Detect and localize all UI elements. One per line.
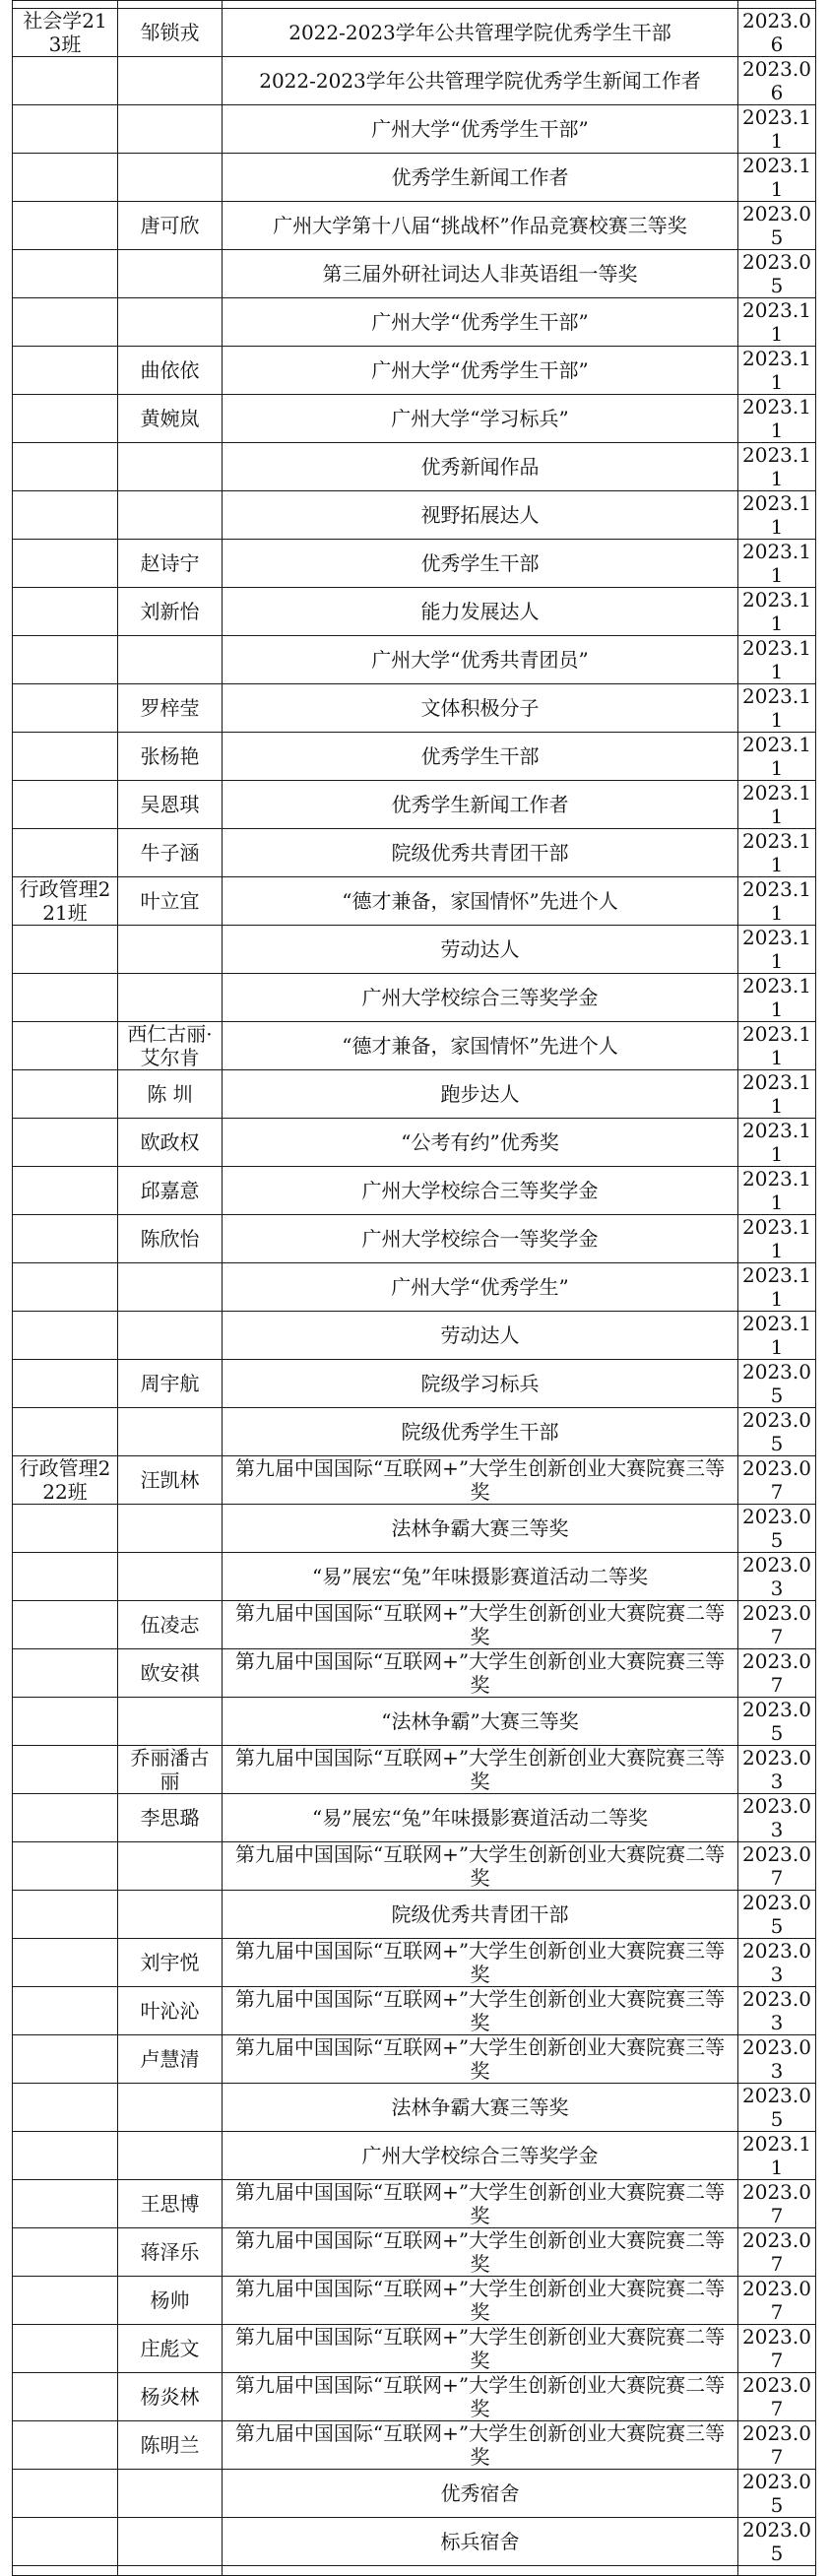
date-cell: 2023.11 — [738, 1070, 816, 1119]
class-cell — [13, 1553, 118, 1601]
table-row — [13, 1891, 816, 1939]
award-cell: 第九届中国国际“互联网+”大学生创新创业大赛院赛三等奖 — [223, 1746, 738, 1794]
award-cell: 广州大学“优秀学生干部” — [223, 347, 738, 395]
award-cell: 跑步达人 — [223, 1070, 738, 1119]
date-cell: 2023.11 — [738, 1215, 816, 1263]
class-cell — [13, 540, 118, 588]
class-cell — [13, 781, 118, 829]
name-cell — [118, 250, 223, 298]
table-row-cut-bottom — [13, 2566, 816, 2576]
date-cell: 2023.11 — [738, 1022, 816, 1070]
name-cell: 吴恩琪 — [118, 781, 223, 829]
date-cell: 2023.07 — [738, 1601, 816, 1649]
date-cell: 2023.07 — [738, 2180, 816, 2228]
table-row — [13, 1167, 816, 1215]
award-cell: 广州大学校综合三等奖学金 — [223, 2132, 738, 2180]
date-cell: 2023.11 — [738, 347, 816, 395]
class-cell — [13, 2373, 118, 2421]
award-cell: 第九届中国国际“互联网+”大学生创新创业大赛院赛二等奖 — [223, 2180, 738, 2228]
class-cell — [13, 926, 118, 974]
award-cell: 广州大学“优秀学生干部” — [223, 298, 738, 347]
award-cell: 第九届中国国际“互联网+”大学生创新创业大赛院赛三等奖 — [223, 1456, 738, 1505]
date-cell: 2023.05 — [738, 202, 816, 250]
name-cell: 乔丽潘古丽 — [118, 1746, 223, 1794]
name-cell: 陈欣怡 — [118, 1215, 223, 1263]
date-cell: 2023.11 — [738, 1167, 816, 1215]
award-cell: 第九届中国国际“互联网+”大学生创新创业大赛院赛三等奖 — [223, 1649, 738, 1698]
class-cell — [13, 1939, 118, 1987]
name-cell: 陈明兰 — [118, 2421, 223, 2470]
class-cell — [13, 1601, 118, 1649]
name-cell: 杨炎林 — [118, 2373, 223, 2421]
award-cell: 广州大学“学习标兵” — [223, 395, 738, 443]
class-cell — [13, 154, 118, 202]
table-row — [13, 2132, 816, 2180]
date-cell: 2023.11 — [738, 105, 816, 154]
table-row — [13, 1987, 816, 2035]
date-cell: 2023.05 — [738, 1891, 816, 1939]
name-cell — [118, 1408, 223, 1456]
date-cell: 2023.11 — [738, 1263, 816, 1312]
table-row — [13, 9, 816, 57]
class-cell — [13, 1070, 118, 1119]
award-cell: 第九届中国国际“互联网+”大学生创新创业大赛院赛二等奖 — [223, 1601, 738, 1649]
name-cell: 张杨艳 — [118, 733, 223, 781]
award-cell: 第九届中国国际“互联网+”大学生创新创业大赛院赛二等奖 — [223, 1842, 738, 1891]
class-cell — [13, 2518, 118, 2566]
class-cell — [13, 2084, 118, 2132]
date-cell: 2023.03 — [738, 1794, 816, 1842]
class-cell — [13, 1746, 118, 1794]
date-cell: 2023.07 — [738, 1456, 816, 1505]
table-row — [13, 1070, 816, 1119]
award-cell: 广州大学“优秀学生” — [223, 1263, 738, 1312]
class-cell — [13, 298, 118, 347]
award-cell: 优秀学生干部 — [223, 540, 738, 588]
award-cell: 广州大学第十八届“挑战杯”作品竞赛校赛三等奖 — [223, 202, 738, 250]
class-cell — [13, 588, 118, 636]
award-cell: “德才兼备，家国情怀”先进个人 — [223, 877, 738, 926]
table-row — [13, 1119, 816, 1167]
date-cell: 2023.07 — [738, 2277, 816, 2325]
date-cell: 2023.11 — [738, 395, 816, 443]
date-cell: 2023.07 — [738, 1649, 816, 1698]
date-cell: 2023.07 — [738, 2421, 816, 2470]
class-cell — [13, 636, 118, 684]
table-row — [13, 347, 816, 395]
table-row — [13, 2325, 816, 2373]
awards-table — [12, 0, 816, 2576]
class-cell: 行政管理222班 — [13, 1456, 118, 1505]
name-cell — [118, 491, 223, 540]
class-cell — [13, 347, 118, 395]
table-row — [13, 781, 816, 829]
name-cell — [118, 298, 223, 347]
award-cell: 院级优秀学生干部 — [223, 1408, 738, 1456]
award-cell: 视野拓展达人 — [223, 491, 738, 540]
class-cell — [13, 1987, 118, 2035]
date-cell: 2023.11 — [738, 781, 816, 829]
table-row — [13, 1842, 816, 1891]
name-cell: 欧安祺 — [118, 1649, 223, 1698]
table-row — [13, 974, 816, 1022]
class-cell — [13, 202, 118, 250]
date-cell: 2023.06 — [738, 57, 816, 105]
class-cell — [13, 443, 118, 491]
date-cell: 2023.11 — [738, 636, 816, 684]
class-cell — [13, 1891, 118, 1939]
table-row — [13, 2228, 816, 2277]
class-cell — [13, 684, 118, 733]
table-row — [13, 1794, 816, 1842]
table-row — [13, 733, 816, 781]
class-cell — [13, 1215, 118, 1263]
class-cell — [13, 2277, 118, 2325]
table-row — [13, 2518, 816, 2566]
class-cell — [13, 829, 118, 877]
class-cell — [13, 250, 118, 298]
date-cell: 2023.11 — [738, 974, 816, 1022]
date-cell: 2023.05 — [738, 1505, 816, 1553]
name-cell: 邱嘉意 — [118, 1167, 223, 1215]
date-cell: 2023.06 — [738, 9, 816, 57]
table-row — [13, 1553, 816, 1601]
award-cell: 广州大学校综合三等奖学金 — [223, 1167, 738, 1215]
table-row — [13, 154, 816, 202]
table-row — [13, 1456, 816, 1505]
table-row — [13, 2180, 816, 2228]
award-cell: 优秀新闻作品 — [223, 443, 738, 491]
class-cell — [13, 1408, 118, 1456]
award-cell: 劳动达人 — [223, 1312, 738, 1360]
date-cell: 2023.11 — [738, 1119, 816, 1167]
awards-table-body — [13, 1, 816, 2576]
award-cell: 标兵宿舍 — [223, 2518, 738, 2566]
class-cell — [13, 2470, 118, 2518]
award-cell: 法林争霸大赛三等奖 — [223, 2084, 738, 2132]
date-cell: 2023.07 — [738, 1842, 816, 1891]
name-cell: 王思博 — [118, 2180, 223, 2228]
name-cell: 叶立宜 — [118, 877, 223, 926]
name-cell: 唐可欣 — [118, 202, 223, 250]
date-cell: 2023.11 — [738, 877, 816, 926]
table-row — [13, 636, 816, 684]
name-cell — [118, 57, 223, 105]
name-cell: 叶沁沁 — [118, 1987, 223, 2035]
class-cell — [13, 1263, 118, 1312]
class-cell: 社会学213班 — [13, 9, 118, 57]
date-cell: 2023.05 — [738, 2518, 816, 2566]
class-cell — [13, 1698, 118, 1746]
date-cell: 2023.03 — [738, 1553, 816, 1601]
name-cell: 陈 圳 — [118, 1070, 223, 1119]
award-cell: 第九届中国国际“互联网+”大学生创新创业大赛院赛三等奖 — [223, 1987, 738, 2035]
date-cell: 2023.07 — [738, 2228, 816, 2277]
name-cell — [118, 1842, 223, 1891]
award-cell: 2022-2023学年公共管理学院优秀学生干部 — [223, 9, 738, 57]
date-cell: 2023.03 — [738, 1987, 816, 2035]
table-row — [13, 2421, 816, 2470]
table-row — [13, 1263, 816, 1312]
award-cell: 2022-2023学年公共管理学院优秀学生新闻工作者 — [223, 57, 738, 105]
award-cell: 广州大学校综合一等奖学金 — [223, 1215, 738, 1263]
class-cell — [13, 491, 118, 540]
name-cell — [118, 636, 223, 684]
class-cell — [13, 1119, 118, 1167]
class-cell — [13, 1360, 118, 1408]
class-cell — [13, 1842, 118, 1891]
table-row — [13, 202, 816, 250]
name-cell: 曲依依 — [118, 347, 223, 395]
class-cell — [13, 1167, 118, 1215]
award-cell: 广州大学校综合三等奖学金 — [223, 974, 738, 1022]
class-cell — [13, 2325, 118, 2373]
table-row — [13, 829, 816, 877]
date-cell: 2023.11 — [738, 684, 816, 733]
award-cell: 第九届中国国际“互联网+”大学生创新创业大赛院赛二等奖 — [223, 2373, 738, 2421]
award-cell: 院级学习标兵 — [223, 1360, 738, 1408]
date-cell: 2023.07 — [738, 2373, 816, 2421]
name-cell: 罗梓莹 — [118, 684, 223, 733]
class-cell — [13, 733, 118, 781]
name-cell — [118, 105, 223, 154]
name-cell: 庄彪文 — [118, 2325, 223, 2373]
table-row — [13, 298, 816, 347]
class-cell — [13, 2421, 118, 2470]
award-cell: 广州大学“优秀学生干部” — [223, 105, 738, 154]
table-row — [13, 1312, 816, 1360]
class-cell — [13, 1649, 118, 1698]
table-row — [13, 540, 816, 588]
name-cell: 刘宇悦 — [118, 1939, 223, 1987]
date-cell: 2023.03 — [738, 1939, 816, 1987]
award-cell: 劳动达人 — [223, 926, 738, 974]
table-row — [13, 2277, 816, 2325]
class-cell — [13, 2035, 118, 2084]
date-cell: 2023.03 — [738, 2035, 816, 2084]
award-cell: 优秀学生干部 — [223, 733, 738, 781]
award-cell: 院级优秀共青团干部 — [223, 829, 738, 877]
table-row — [13, 2373, 816, 2421]
date-cell: 2023.11 — [738, 154, 816, 202]
class-cell — [13, 1312, 118, 1360]
award-cell: 广州大学“优秀共青团员” — [223, 636, 738, 684]
table-row — [13, 1022, 816, 1070]
name-cell: 李思璐 — [118, 1794, 223, 1842]
name-cell: 欧政权 — [118, 1119, 223, 1167]
name-cell — [118, 926, 223, 974]
name-cell: 汪凯林 — [118, 1456, 223, 1505]
date-cell: 2023.11 — [738, 443, 816, 491]
table-row — [13, 491, 816, 540]
table-row — [13, 1601, 816, 1649]
name-cell: 赵诗宁 — [118, 540, 223, 588]
class-cell — [13, 2180, 118, 2228]
name-cell — [118, 1312, 223, 1360]
table-row-cut-top — [13, 1, 816, 9]
date-cell: 2023.11 — [738, 1312, 816, 1360]
date-cell: 2023.11 — [738, 733, 816, 781]
class-cell — [13, 1505, 118, 1553]
date-cell: 2023.11 — [738, 540, 816, 588]
name-cell: 卢慧清 — [118, 2035, 223, 2084]
table-row — [13, 57, 816, 105]
table-row — [13, 250, 816, 298]
award-cell: 第九届中国国际“互联网+”大学生创新创业大赛院赛三等奖 — [223, 2035, 738, 2084]
date-cell: 2023.07 — [738, 2325, 816, 2373]
award-cell: 优秀学生新闻工作者 — [223, 154, 738, 202]
class-cell — [13, 2132, 118, 2180]
name-cell — [118, 1891, 223, 1939]
class-cell: 行政管理221班 — [13, 877, 118, 926]
table-row — [13, 105, 816, 154]
name-cell — [118, 2470, 223, 2518]
award-cell: 优秀学生新闻工作者 — [223, 781, 738, 829]
table-row — [13, 1408, 816, 1456]
date-cell: 2023.05 — [738, 2470, 816, 2518]
name-cell: 邹锁戎 — [118, 9, 223, 57]
table-row — [13, 926, 816, 974]
class-cell — [13, 57, 118, 105]
date-cell: 2023.11 — [738, 829, 816, 877]
table-row — [13, 1649, 816, 1698]
table-row — [13, 1698, 816, 1746]
table-row — [13, 1215, 816, 1263]
name-cell: 伍凌志 — [118, 1601, 223, 1649]
table-row — [13, 2035, 816, 2084]
table-row — [13, 2470, 816, 2518]
table-row — [13, 588, 816, 636]
name-cell — [118, 2518, 223, 2566]
award-cell: “易”展宏“兔”年味摄影赛道活动二等奖 — [223, 1794, 738, 1842]
award-cell: 院级优秀共青团干部 — [223, 1891, 738, 1939]
date-cell: 2023.05 — [738, 1360, 816, 1408]
table-row — [13, 1505, 816, 1553]
award-cell: “易”展宏“兔”年味摄影赛道活动二等奖 — [223, 1553, 738, 1601]
name-cell: 牛子涵 — [118, 829, 223, 877]
date-cell: 2023.05 — [738, 250, 816, 298]
date-cell: 2023.11 — [738, 588, 816, 636]
date-cell: 2023.11 — [738, 298, 816, 347]
date-cell: 2023.11 — [738, 926, 816, 974]
date-cell: 2023.03 — [738, 1746, 816, 1794]
name-cell: 西仁古丽·艾尔肯 — [118, 1022, 223, 1070]
name-cell — [118, 154, 223, 202]
name-cell: 刘新怡 — [118, 588, 223, 636]
class-cell — [13, 105, 118, 154]
award-cell: 第九届中国国际“互联网+”大学生创新创业大赛院赛三等奖 — [223, 2421, 738, 2470]
class-cell — [13, 1022, 118, 1070]
table-row — [13, 443, 816, 491]
table-row — [13, 395, 816, 443]
award-cell: 能力发展达人 — [223, 588, 738, 636]
name-cell: 周宇航 — [118, 1360, 223, 1408]
date-cell: 2023.05 — [738, 1408, 816, 1456]
name-cell — [118, 2132, 223, 2180]
class-cell — [13, 974, 118, 1022]
table-row — [13, 684, 816, 733]
table-row — [13, 877, 816, 926]
date-cell: 2023.11 — [738, 2132, 816, 2180]
name-cell: 蒋泽乐 — [118, 2228, 223, 2277]
name-cell — [118, 1505, 223, 1553]
class-cell — [13, 2228, 118, 2277]
class-cell — [13, 395, 118, 443]
award-cell: 第九届中国国际“互联网+”大学生创新创业大赛院赛二等奖 — [223, 2325, 738, 2373]
award-cell: 第九届中国国际“互联网+”大学生创新创业大赛院赛三等奖 — [223, 1939, 738, 1987]
table-row — [13, 1746, 816, 1794]
name-cell — [118, 1698, 223, 1746]
table-row — [13, 1939, 816, 1987]
award-cell: “公考有约”优秀奖 — [223, 1119, 738, 1167]
award-cell: “法林争霸”大赛三等奖 — [223, 1698, 738, 1746]
name-cell — [118, 1263, 223, 1312]
award-cell: 第九届中国国际“互联网+”大学生创新创业大赛院赛二等奖 — [223, 2277, 738, 2325]
name-cell: 杨帅 — [118, 2277, 223, 2325]
award-cell: “德才兼备，家国情怀”先进个人 — [223, 1022, 738, 1070]
name-cell — [118, 443, 223, 491]
award-cell: 第三届外研社词达人非英语组一等奖 — [223, 250, 738, 298]
class-cell — [13, 1794, 118, 1842]
table-row — [13, 2084, 816, 2132]
name-cell — [118, 1553, 223, 1601]
award-cell: 文体积极分子 — [223, 684, 738, 733]
name-cell — [118, 974, 223, 1022]
award-cell: 优秀宿舍 — [223, 2470, 738, 2518]
table-row — [13, 1360, 816, 1408]
award-cell: 第九届中国国际“互联网+”大学生创新创业大赛院赛二等奖 — [223, 2228, 738, 2277]
date-cell: 2023.05 — [738, 2084, 816, 2132]
award-cell: 法林争霸大赛三等奖 — [223, 1505, 738, 1553]
name-cell — [118, 2084, 223, 2132]
name-cell: 黄婉岚 — [118, 395, 223, 443]
date-cell: 2023.05 — [738, 1698, 816, 1746]
date-cell: 2023.11 — [738, 491, 816, 540]
